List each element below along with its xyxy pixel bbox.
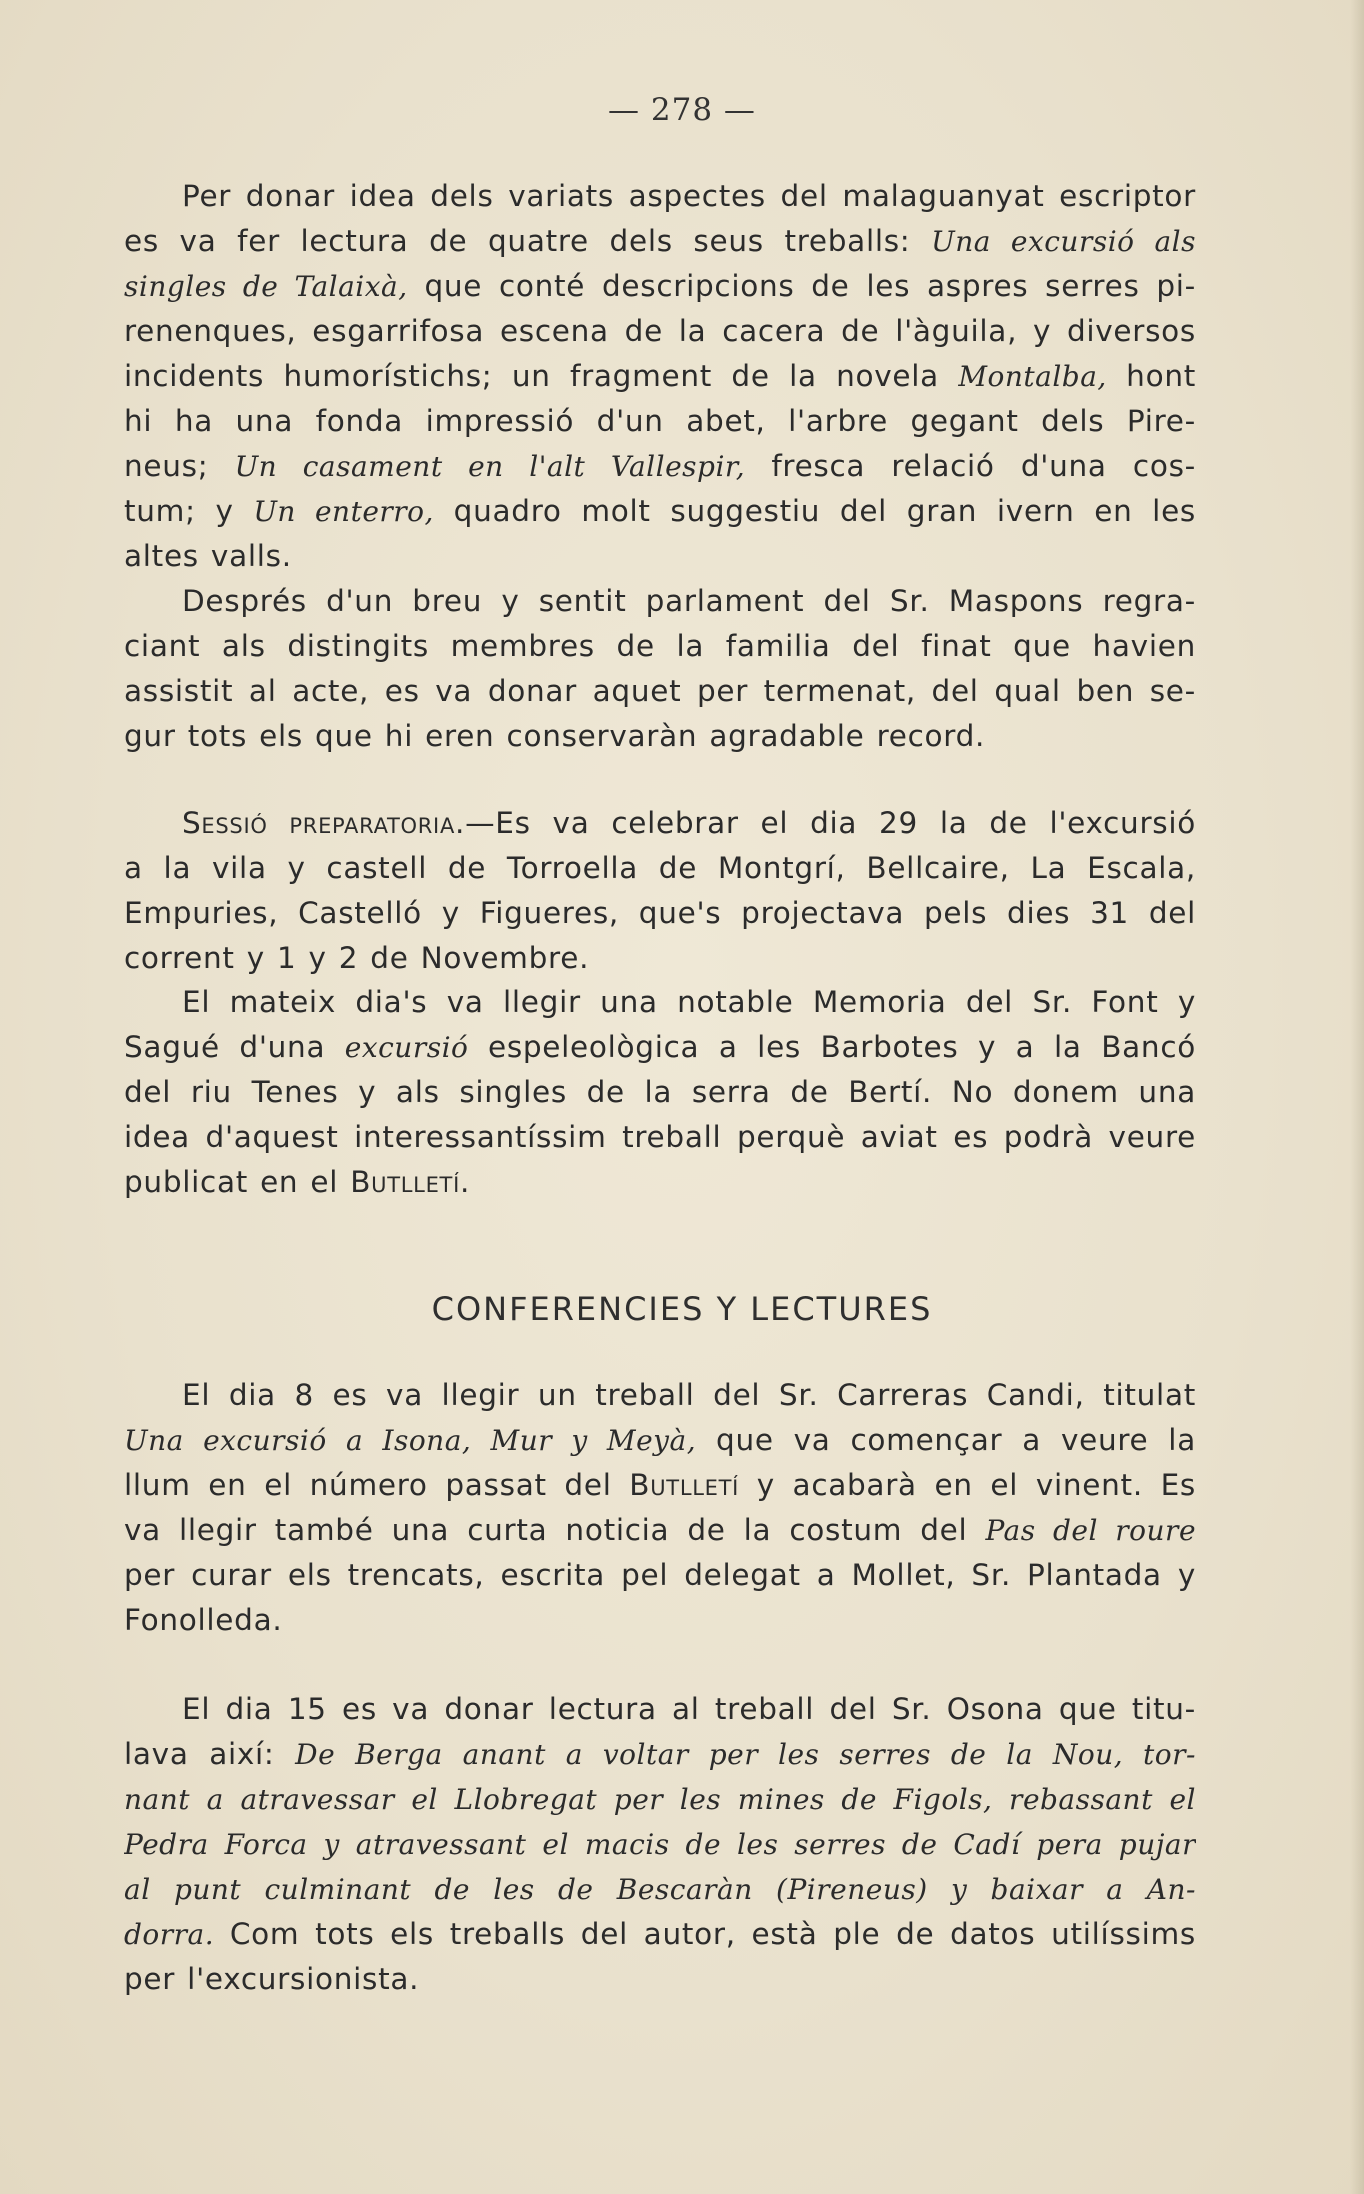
text-line: Empuries, Castelló y Figueres, que's projectava pels dies 31 del	[124, 896, 1196, 930]
text-line: Una excursió a Isona, Mur y Meyà, que va començar a veure la	[124, 1423, 1196, 1457]
text-line: gur tots els que hi eren conservaràn agradable record.	[124, 719, 986, 753]
section-heading: CONFERENCIES Y LECTURES	[431, 1290, 933, 1328]
text-line: altes valls.	[124, 539, 292, 573]
text-line: lava així: De Berga anant a voltar per les serres de la Nou, tor-	[124, 1737, 1196, 1771]
paragraph-closing-speech	[124, 579, 1196, 759]
text-line: Sagué d'una excursió espeleològica a les Barbotes y a la Bancó	[124, 1030, 1196, 1064]
text-line: El mateix dia's va llegir una notable Memoria del Sr. Font y	[182, 985, 1196, 1019]
text-line: del riu Tenes y als singles de la serra de Bertí. No donem una	[124, 1075, 1196, 1109]
text-line: al punt culminant de les de Bescaràn (Pireneus) y baixar a An-	[124, 1873, 1196, 1906]
text-line: assistit al acte, es va donar aquet per termenat, del qual ben se-	[124, 674, 1196, 708]
text-line: per l'excursionista.	[124, 1962, 420, 1996]
text-line: corrent y 1 y 2 de Novembre.	[124, 941, 590, 975]
paragraph-preparatory-session	[124, 801, 1196, 981]
text-line: idea d'aquest interessantíssim treball perquè aviat es podrà veure	[124, 1120, 1196, 1154]
section-label: Sessió preparatoria.	[182, 806, 466, 840]
text-line: hi ha una fonda impressió d'un abet, l'arbre gegant dels Pire-	[124, 404, 1196, 438]
text-line: Pedra Forca y atravessant el macis de les serres de Cadí pera pujar	[124, 1828, 1196, 1861]
text-line: El dia 8 es va llegir un treball del Sr. Carreras Candi, titulat	[182, 1378, 1196, 1412]
text-line: a la vila y castell de Torroella de Montgrí, Bellcaire, La Escala,	[124, 851, 1196, 885]
paragraph-osona	[124, 1687, 1196, 2002]
page-edge-shadow	[1350, 0, 1364, 2194]
text-line: tum; y Un enterro, quadro molt suggestiu del gran ivern en les	[124, 494, 1196, 528]
text-line: nant a atravessar el Llobregat per les mines de Figols, rebassant el	[124, 1783, 1196, 1816]
text-line: ciant als distingits membres de la familia del finat que havien	[124, 629, 1196, 663]
text-line: El dia 15 es va donar lectura al treball del Sr. Osona que titu-	[182, 1692, 1196, 1726]
text-line: incidents humorístichs; un fragment de la novela Montalba, hont	[124, 359, 1196, 393]
text-line: Per donar idea dels variats aspectes del malaguanyat escriptor	[182, 179, 1196, 213]
text-line: publicat en el Butlletí.	[124, 1165, 471, 1199]
text-line: neus; Un casament en l'alt Vallespir, fresca relació d'una cos-	[124, 449, 1196, 483]
text-line: singles de Talaixà, que conté descripcions de les aspres serres pi-	[124, 269, 1196, 303]
paragraph-carreras-candi	[124, 1373, 1196, 1643]
text-line: Sessió preparatoria.—Es va celebrar el dia 29 la de l'excursió	[182, 806, 1196, 840]
paragraph-writings	[124, 174, 1196, 579]
text-line: dorra. Com tots els treballs del autor, està ple de datos utilíssims	[124, 1917, 1196, 1951]
paragraph-memoria	[124, 980, 1196, 1205]
text-line: va llegir també una curta noticia de la costum del Pas del roure	[124, 1513, 1196, 1547]
page-number: — 278 —	[608, 92, 756, 128]
text-line: Fonolleda.	[124, 1603, 283, 1637]
text-line: llum en el número passat del Butlletí y acabarà en el vinent. Es	[124, 1468, 1196, 1502]
text-line: Després d'un breu y sentit parlament del Sr. Maspons regra-	[182, 584, 1196, 618]
text-line: renenques, esgarrifosa escena de la cacera de l'àguila, y diversos	[124, 314, 1196, 348]
text-line: per curar els trencats, escrita pel delegat a Mollet, Sr. Plantada y	[124, 1558, 1196, 1592]
text-line: es va fer lectura de quatre dels seus treballs: Una excursió als	[124, 224, 1196, 258]
